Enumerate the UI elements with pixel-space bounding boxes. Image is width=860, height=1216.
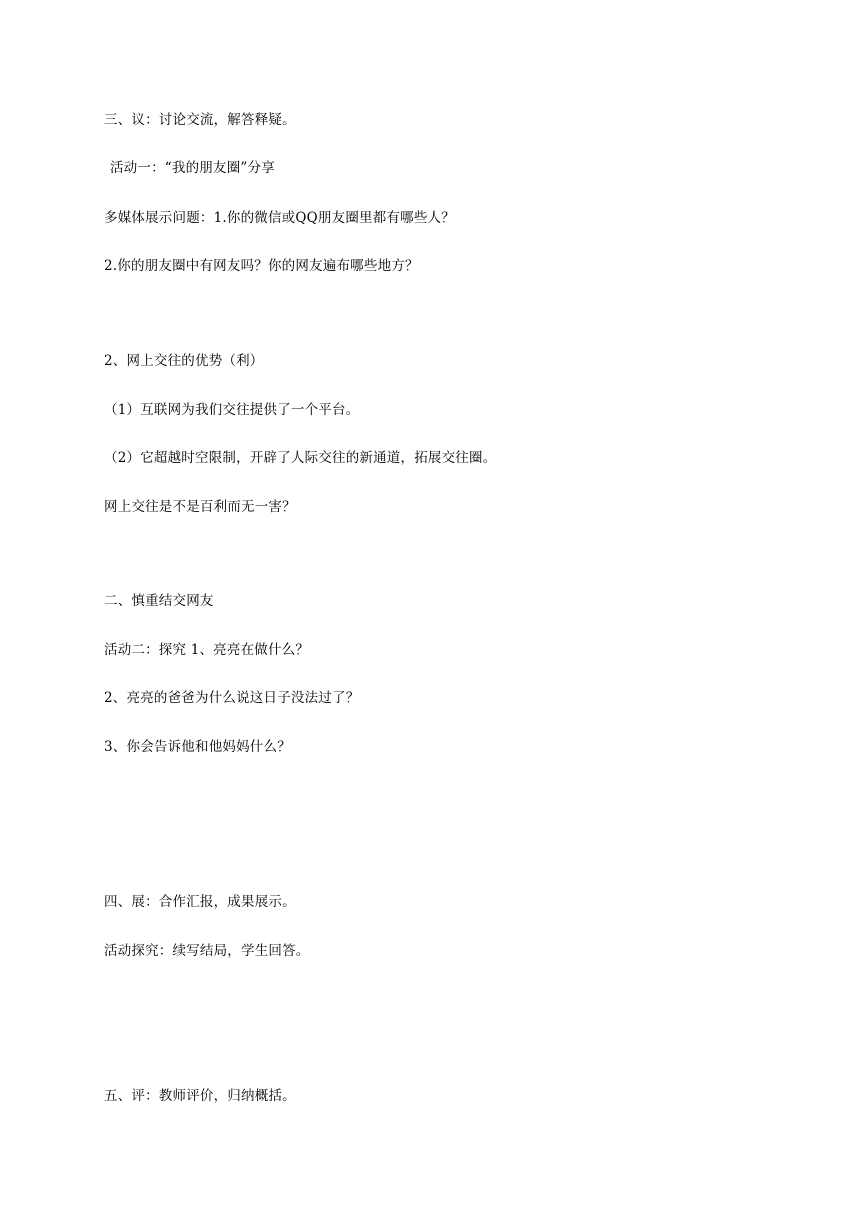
activity-one-title: 活动一：“我的朋友圈”分享 bbox=[110, 160, 275, 176]
online-advantages-heading: 2、网上交往的优势（利） bbox=[104, 353, 264, 369]
activity-explore-line: 活动探究：续写结局，学生回答。 bbox=[104, 943, 310, 959]
section-four-heading: 四、展：合作汇报，成果展示。 bbox=[104, 894, 296, 910]
activity-two-question-2: 2、亮亮的爸爸为什么说这日子没法过了？ bbox=[104, 690, 360, 706]
section-two-heading: 二、慎重结交网友 bbox=[104, 593, 214, 609]
section-three-heading: 三、议：讨论交流，解答释疑。 bbox=[104, 112, 296, 128]
multimedia-question-1: 多媒体展示问题：1.你的微信或QQ朋友圈里都有哪些人？ bbox=[104, 210, 455, 226]
advantage-item-2: （2）它超越时空限制，开辟了人际交往的新通道，拓展交往圈。 bbox=[104, 450, 497, 466]
online-question: 网上交往是不是百利而无一害？ bbox=[104, 499, 296, 515]
multimedia-question-2: 2.你的朋友圈中有网友吗？你的网友遍布哪些地方？ bbox=[104, 258, 419, 274]
activity-two-question-1: 活动二：探究 1、亮亮在做什么？ bbox=[104, 642, 310, 658]
advantage-item-1: （1）互联网为我们交往提供了一个平台。 bbox=[104, 402, 360, 418]
section-five-heading: 五、评：教师评价，归纳概括。 bbox=[104, 1088, 296, 1104]
activity-two-question-3: 3、你会告诉他和他妈妈什么？ bbox=[104, 739, 291, 755]
